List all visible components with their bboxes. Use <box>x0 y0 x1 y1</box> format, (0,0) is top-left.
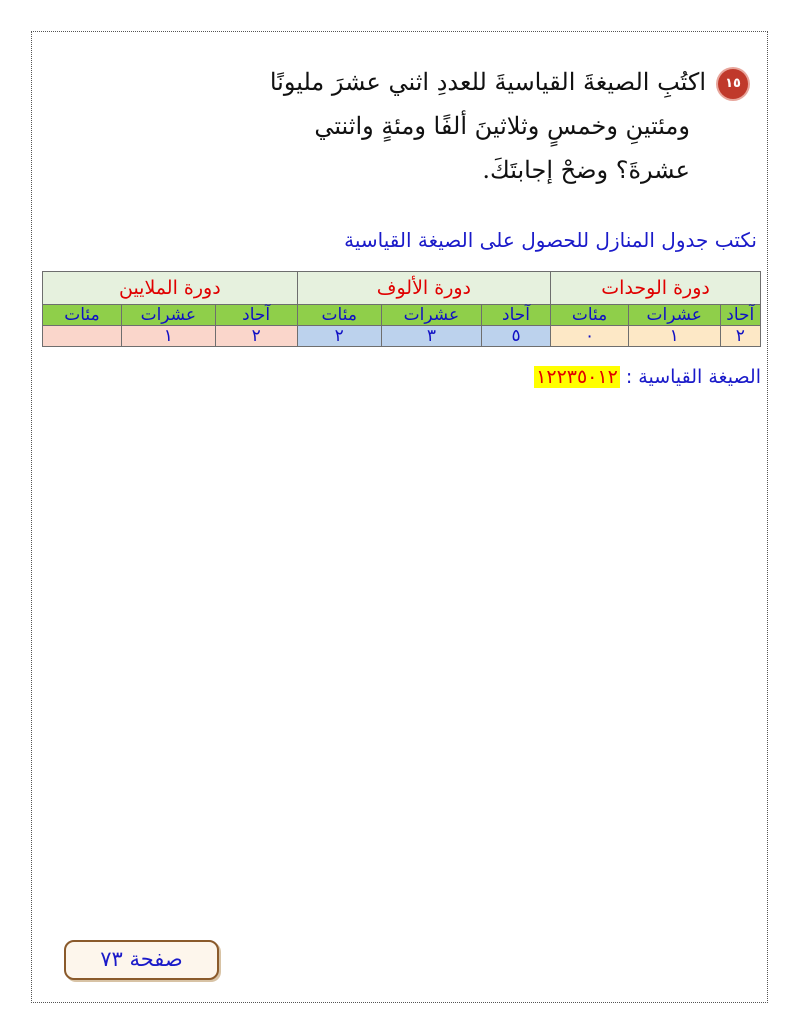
digit-thousands-tens: ٣ <box>381 326 481 347</box>
header-units-tens: عشرات <box>628 305 720 326</box>
header-millions-ones: آحاد <box>215 305 297 326</box>
question-line-1 <box>0 60 748 104</box>
digit-millions-ones: ٢ <box>215 326 297 347</box>
period-units: دورة الوحدات <box>551 272 761 305</box>
digit-row <box>43 326 761 347</box>
digit-units-ones: ٢ <box>720 326 760 347</box>
period-row <box>43 272 761 305</box>
digit-units-tens: ١ <box>628 326 720 347</box>
standard-form-line <box>0 366 761 388</box>
digit-thousands-ones: ٥ <box>481 326 550 347</box>
standard-form-label: الصيغة القياسية : <box>625 366 761 388</box>
header-thousands-tens: عشرات <box>381 305 481 326</box>
digit-millions-hundreds <box>43 326 122 347</box>
period-millions: دورة الملايين <box>43 272 298 305</box>
place-header-row <box>43 305 761 326</box>
standard-form-value: ١٢٢٣٥٠١٢ <box>536 366 618 388</box>
page-number-label: صفحة ٧٣ <box>64 940 219 980</box>
place-value-table <box>42 271 761 347</box>
header-units-ones: آحاد <box>720 305 760 326</box>
header-millions-hundreds: مئات <box>43 305 122 326</box>
question-line-3: عشرةَ؟ وضحْ إجابتَكَ. <box>482 156 690 184</box>
header-millions-tens: عشرات <box>121 305 215 326</box>
question-text-1: اكتُبِ الصيغةَ القياسيةَ للعددِ اثني عشرَ مليونًا <box>269 68 706 96</box>
question-line-2: ومئتينِ وخمسٍ وثلاثينَ ألفًا ومئةٍ واثنتي <box>314 112 690 140</box>
header-thousands-hundreds: مئات <box>297 305 381 326</box>
header-thousands-ones: آحاد <box>481 305 550 326</box>
intro-text: نكتب جدول المنازل للحصول على الصيغة القياسية <box>344 228 757 252</box>
digit-units-hundreds: ٠ <box>551 326 629 347</box>
digit-thousands-hundreds: ٢ <box>297 326 381 347</box>
digit-millions-tens: ١ <box>121 326 215 347</box>
header-units-hundreds: مئات <box>551 305 629 326</box>
question-block <box>0 60 748 192</box>
period-thousands: دورة الألوف <box>297 272 551 305</box>
question-number-badge: ١٥ <box>718 69 748 99</box>
